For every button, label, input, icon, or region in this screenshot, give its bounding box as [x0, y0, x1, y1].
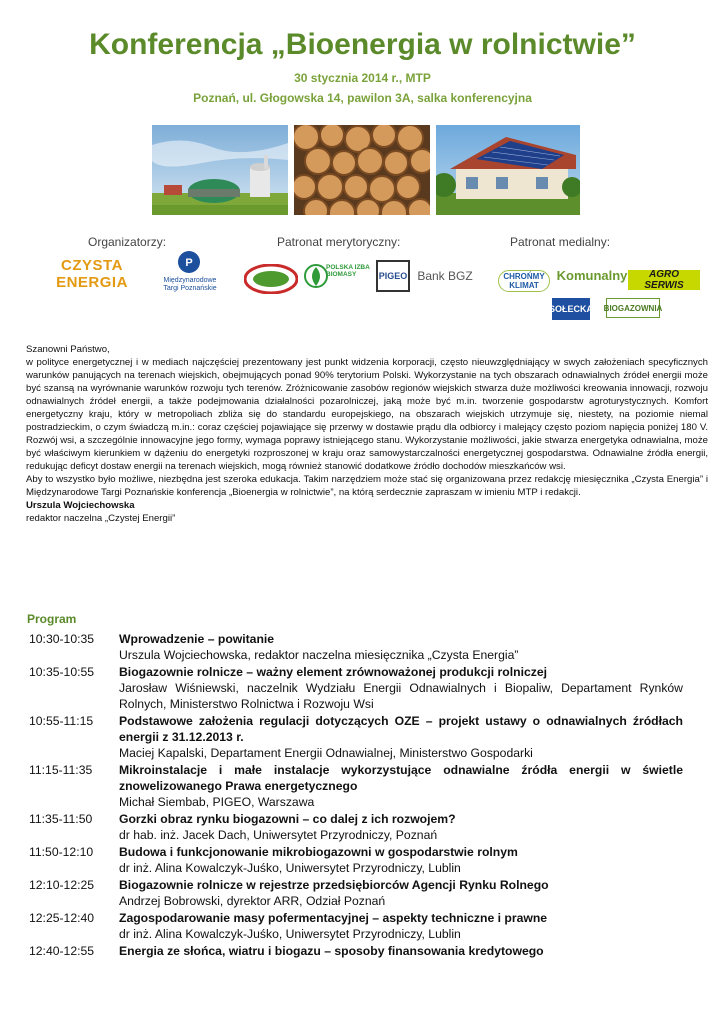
conference-title: Konferencja „Bioenergia w rolnictwie” [89, 28, 636, 61]
program-title: Wprowadzenie – powitanie [119, 632, 275, 646]
program-item [29, 877, 683, 909]
merit-patronage-label: Patronat merytoryczny: [277, 235, 401, 249]
program-speaker: Michał Siembab, PIGEO, Warszawa [119, 795, 315, 809]
program-time: 12:10-12:25 [29, 878, 95, 892]
invitation-letter [26, 343, 708, 525]
conference-date: 30 stycznia 2014 r., MTP [294, 71, 431, 85]
program-speaker: Andrzej Bobrowski, dyrektor ARR, Odział Poznań [119, 894, 386, 908]
biogazownia-logo: BIOGAZOWNIA [606, 298, 660, 318]
program-time: 11:15-11:35 [29, 763, 93, 777]
program-item [29, 943, 683, 959]
program-item [29, 844, 683, 876]
polska-izba-biomasy-text: POLSKA IZBA BIOMASY [326, 264, 370, 278]
program-time: 11:50-12:10 [29, 845, 94, 859]
program-title: Mikroinstalacje i małe instalacje wykorzystujące odnawialne źródła energii w świetle znowelizowanego Prawa energetycznego [119, 763, 683, 793]
program-speaker: dr inż. Alina Kowalczyk-Juśko, Uniwersytet Przyrodniczy, Lublin [119, 861, 461, 875]
program-item [29, 664, 683, 712]
program-time: 12:40-12:55 [29, 944, 95, 958]
program-heading: Program [27, 612, 77, 626]
biogas-plant-photo [152, 125, 288, 215]
pigeo-logo: PIGEO [376, 260, 410, 292]
program-speaker: dr inż. Alina Kowalczyk-Juśko, Uniwersytet Przyrodniczy, Lublin [119, 927, 461, 941]
program-title: Biogazownie rolnicze – ważny element zrównoważonej produkcji rolniczej [119, 665, 547, 679]
red-oval-logo [244, 264, 298, 294]
program-speaker: Maciej Kapalski, Departament Energii Odnawialnej, Ministerstwo Gospodarki [119, 746, 533, 760]
program-item [29, 811, 683, 843]
program-title: Podstawowe założenia regulacji dotyczących OZE – projekt ustawy o odnawialnych źródłach energii z 31.12.2013 r. [119, 714, 683, 744]
program-time: 10:30-10:35 [29, 632, 95, 646]
program-title: Gorzki obraz rynku biogazowni – co dalej z ich rozwojem? [119, 812, 456, 826]
solecka-logo: SOŁECKA [552, 298, 590, 320]
program-time: 10:35-10:55 [29, 665, 95, 679]
program-title: Zagospodarowanie masy pofermentacyjnej – aspekty techniczne i prawne [119, 911, 548, 925]
program-speaker: Jarosław Wiśniewski, naczelnik Wydziału Energii Odnawialnych i Biopaliw, Departament Rynków Rolnych, Ministerstwo Rolnictwa i Rozwoju Wsi [119, 681, 683, 711]
conference-venue: Poznań, ul. Głogowska 14, pawilon 3A, salka konferencyjna [193, 91, 532, 105]
program-speaker: dr hab. inż. Jacek Dach, Uniwersytet Przyrodniczy, Poznań [119, 828, 438, 842]
media-patronage-label: Patronat medialny: [510, 235, 611, 249]
firewood-photo [294, 125, 430, 215]
program-item [29, 713, 683, 761]
przeglad-komunalny-logo: Komunalny [556, 267, 628, 283]
program-item [29, 631, 683, 663]
mtp-logo-text: Międzynarodowe Targi Poznańskie [163, 277, 217, 292]
letter-signature-role: redaktor naczelna „Czystej Energii” [26, 513, 176, 524]
czysta-energia-logo: CZYSTA ENERGIA [56, 257, 128, 291]
program-list [29, 631, 683, 960]
program-item [29, 910, 683, 942]
program-time: 10:55-11:15 [29, 714, 94, 728]
program-time: 12:25-12:40 [29, 911, 95, 925]
letter-greeting: Szanowni Państwo, [26, 344, 110, 355]
program-time: 11:35-11:50 [29, 812, 93, 826]
letter-paragraph: Aby to wszystko było możliwe, niezbędna jest szeroka edukacja. Takim narzędziem może stać się organizowana przez redakcję miesięcznika „Czysta Energia” i Międzynarodowe Targi Poznańskie konferencja „Bioenergia w rolnictwie”, na którą serdecznie zapraszam w imieniu MTP i redakcji. [26, 474, 708, 498]
solar-house-photo [436, 125, 580, 215]
agro-serwis-logo: AGRO SERWIS [628, 270, 700, 290]
program-item [29, 762, 683, 810]
letter-signature: Urszula Wojciechowska [26, 500, 135, 511]
program-title: Budowa i funkcjonowanie mikrobiogazowni w gospodarstwie rolnym [119, 845, 518, 859]
letter-paragraph: w polityce energetycznej i w mediach najczęściej prezentowany jest punkt widzenia korporacji, często nieuwzględniający w swych założeniach specyficznych warunków panujących na terenach wiejskich, obejmujących ponad 90% terytorium Polski. Wykorzystanie na tych obszarach odnawialnych źródeł energii może być szansą na wyrównanie warunków rozwoju tych terenów. Zróżnicowanie zasobów regionów wiejskich stwarza duże możliwości kreowania innowacji, rozwoju odnawialnych źródeł energii, a także podejmowania działalności pozarolniczej, jaką może być m.in. tworzenie gospodarstw agroturystycznych. Komfort energetyczny kraju, który w metropoliach zbliża się do standardu europejskiego, na obszarach wiejskich utrzymuje się, niestety, na poziomie niemal postradzieckim, o czym świadczą m.in.: coraz częściej pojawiające się przerwy w dostawie prądu dla odbiorcy i malejący często poziom napięcia poniżej 180 V. Rozwój wsi, a szczególnie innowacyjne jego formy, wymaga poprawy istniejącego stanu. Wykorzystanie możliwości, jakie stwarza energetyka odnawialna, może być właściwym kierunkiem w dążeniu do energetyki rozproszonej w kraju oraz samowystarczalności energetycznej gospodarstwa. Odnawialne źródła energii, redukując deficyt dostaw energii na terenach wiejskich, mogą również stanowić dodatkowe źródło dochodów mieszkańców wsi. [26, 357, 708, 472]
program-title: Biogazownie rolnicze w rejestrze przedsiębiorców Agencji Rynku Rolnego [119, 878, 549, 892]
program-title: Energia ze słońca, wiatru i biogazu – sposoby finansowania kredytowego [119, 944, 544, 958]
svg-text:P: P [185, 257, 193, 269]
program-speaker: Urszula Wojciechowska, redaktor naczelna miesięcznika „Czysta Energia” [119, 648, 519, 662]
chronmy-klimat-logo: CHROŃMY KLIMAT [498, 270, 550, 292]
organizers-label: Organizatorzy: [88, 235, 167, 249]
bank-bgz-logo: Bank BGZ [417, 269, 473, 283]
